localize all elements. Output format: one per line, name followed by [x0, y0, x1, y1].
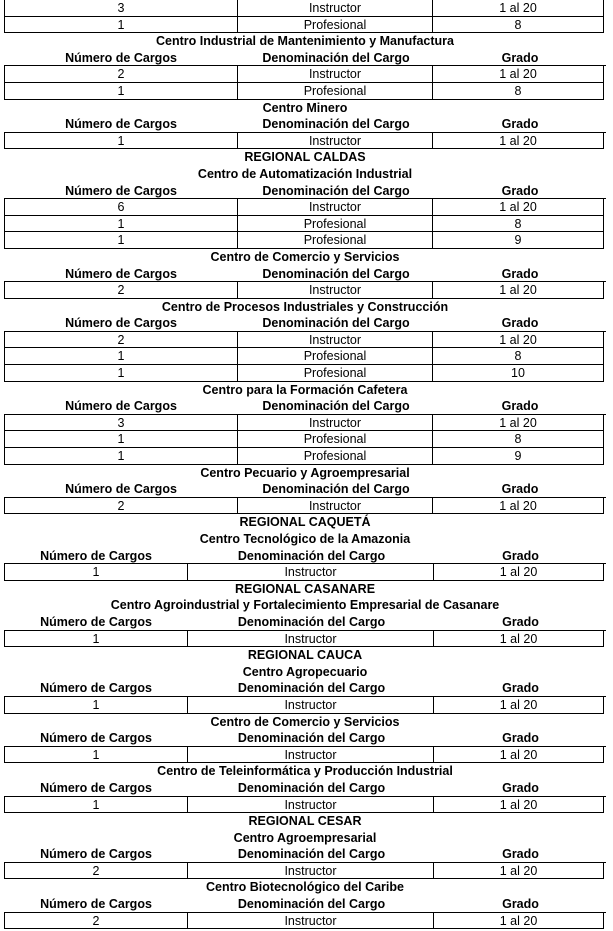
- header-denominacion: Denominación del Cargo: [238, 315, 434, 332]
- table-row: [4, 216, 606, 233]
- cell-grado: 1 al 20: [432, 415, 604, 432]
- cell-grado: 1 al 20: [433, 564, 604, 581]
- cell-grado: 1 al 20: [433, 631, 604, 648]
- cell-numero-cargos: 1: [4, 133, 238, 150]
- cell-denominacion: Profesional: [237, 348, 433, 365]
- table-row: [4, 797, 606, 814]
- cell-numero-cargos: 2: [4, 66, 238, 83]
- section-title: Centro de Procesos Industriales y Construcción: [161, 299, 449, 314]
- cell-numero-cargos: 3: [4, 415, 238, 432]
- header-grado: Grado: [435, 896, 606, 913]
- cell-denominacion: Instructor: [237, 66, 433, 83]
- table-header-row: [4, 315, 606, 332]
- table-row: [4, 631, 606, 648]
- cell-denominacion: Profesional: [237, 17, 433, 34]
- cell-denominacion: Profesional: [237, 448, 433, 465]
- cell-grado: 8: [432, 348, 604, 365]
- table-header-row: [4, 846, 606, 863]
- header-numero-cargos: Número de Cargos: [4, 183, 238, 200]
- table-header-row: [4, 730, 606, 747]
- cell-grado: 1 al 20: [432, 498, 604, 515]
- table-row: [4, 0, 606, 17]
- section-title: Centro de Comercio y Servicios: [210, 714, 400, 729]
- header-grado: Grado: [434, 481, 606, 498]
- table-row: [4, 913, 606, 930]
- table-header-row: [4, 183, 606, 200]
- table-row: [4, 415, 606, 432]
- cell-grado: 1 al 20: [433, 697, 604, 714]
- table-row: [4, 431, 606, 448]
- table-row: [4, 232, 606, 249]
- header-numero-cargos: Número de Cargos: [4, 680, 188, 697]
- table-row: [4, 133, 606, 150]
- table-header-row: [4, 548, 606, 565]
- cell-grado: 8: [432, 83, 604, 100]
- section-title: Centro para la Formación Cafetera: [202, 382, 408, 397]
- cell-denominacion: Instructor: [237, 282, 433, 299]
- table-row: [4, 747, 606, 764]
- table-header-row: [4, 780, 606, 797]
- cell-numero-cargos: 1: [4, 564, 188, 581]
- cell-grado: 1 al 20: [432, 66, 604, 83]
- cell-numero-cargos: 3: [4, 0, 238, 17]
- header-grado: Grado: [435, 548, 606, 565]
- cell-denominacion: Instructor: [237, 199, 433, 216]
- section-title: REGIONAL CALDAS: [244, 150, 366, 165]
- header-grado: Grado: [434, 398, 606, 415]
- section-title: REGIONAL CAQUETÁ: [239, 515, 371, 530]
- header-numero-cargos: Número de Cargos: [4, 896, 188, 913]
- cell-denominacion: Instructor: [187, 747, 434, 764]
- cell-numero-cargos: 2: [4, 863, 188, 880]
- header-numero-cargos: Número de Cargos: [4, 780, 188, 797]
- header-grado: Grado: [434, 116, 606, 133]
- cell-numero-cargos: 1: [4, 232, 238, 249]
- header-denominacion: Denominación del Cargo: [238, 116, 434, 133]
- cell-grado: 1 al 20: [433, 797, 604, 814]
- cell-grado: 1 al 20: [433, 913, 604, 930]
- table-header-row: [4, 896, 606, 913]
- header-numero-cargos: Número de Cargos: [4, 730, 188, 747]
- cell-numero-cargos: 2: [4, 282, 238, 299]
- cell-numero-cargos: 1: [4, 697, 188, 714]
- cell-numero-cargos: 2: [4, 498, 238, 515]
- header-numero-cargos: Número de Cargos: [4, 548, 188, 565]
- cell-numero-cargos: 1: [4, 747, 188, 764]
- section-title: Centro Agroempresarial: [233, 830, 377, 845]
- header-numero-cargos: Número de Cargos: [4, 116, 238, 133]
- table-row: [4, 448, 606, 465]
- cell-grado: 1 al 20: [432, 282, 604, 299]
- cell-numero-cargos: 2: [4, 913, 188, 930]
- table-row: [4, 282, 606, 299]
- cell-denominacion: Profesional: [237, 365, 433, 382]
- header-numero-cargos: Número de Cargos: [4, 846, 188, 863]
- table-header-row: [4, 398, 606, 415]
- table-header-row: [4, 614, 606, 631]
- cell-grado: 1 al 20: [433, 747, 604, 764]
- table-row: [4, 332, 606, 349]
- cell-denominacion: Instructor: [187, 863, 434, 880]
- header-denominacion: Denominación del Cargo: [238, 398, 434, 415]
- header-grado: Grado: [434, 315, 606, 332]
- section-title: REGIONAL CASANARE: [234, 581, 376, 596]
- section-title: Centro de Teleinformática y Producción Industrial: [157, 764, 453, 779]
- cell-grado: 8: [432, 17, 604, 34]
- header-denominacion: Denominación del Cargo: [238, 481, 434, 498]
- cell-denominacion: Instructor: [187, 564, 434, 581]
- cell-numero-cargos: 1: [4, 348, 238, 365]
- header-denominacion: Denominación del Cargo: [188, 680, 435, 697]
- cell-denominacion: Instructor: [237, 0, 433, 17]
- cell-denominacion: Profesional: [237, 216, 433, 233]
- header-denominacion: Denominación del Cargo: [188, 730, 435, 747]
- section-title: Centro Minero: [262, 100, 348, 115]
- table-row: [4, 863, 606, 880]
- cell-denominacion: Instructor: [237, 498, 433, 515]
- section-title: Centro Agropecuario: [242, 664, 368, 679]
- cell-numero-cargos: 1: [4, 83, 238, 100]
- header-grado: Grado: [434, 50, 606, 67]
- header-grado: Grado: [434, 266, 606, 283]
- header-denominacion: Denominación del Cargo: [188, 846, 435, 863]
- header-numero-cargos: Número de Cargos: [4, 481, 238, 498]
- section-title: Centro de Automatización Industrial: [197, 166, 413, 181]
- header-denominacion: Denominación del Cargo: [238, 266, 434, 283]
- table-header-row: [4, 266, 606, 283]
- header-grado: Grado: [435, 730, 606, 747]
- cell-denominacion: Instructor: [187, 697, 434, 714]
- cell-denominacion: Instructor: [187, 797, 434, 814]
- header-denominacion: Denominación del Cargo: [188, 614, 435, 631]
- cell-denominacion: Profesional: [237, 431, 433, 448]
- cell-denominacion: Instructor: [187, 631, 434, 648]
- header-denominacion: Denominación del Cargo: [188, 548, 435, 565]
- cell-grado: 1 al 20: [432, 0, 604, 17]
- cell-grado: 8: [432, 431, 604, 448]
- cell-numero-cargos: 1: [4, 431, 238, 448]
- section-title: Centro Biotecnológico del Caribe: [206, 880, 404, 895]
- table-row: [4, 83, 606, 100]
- section-title: Centro Pecuario y Agroempresarial: [200, 465, 410, 480]
- header-numero-cargos: Número de Cargos: [4, 614, 188, 631]
- header-grado: Grado: [435, 614, 606, 631]
- header-numero-cargos: Número de Cargos: [4, 50, 238, 67]
- cell-denominacion: Instructor: [237, 415, 433, 432]
- header-grado: Grado: [434, 183, 606, 200]
- header-numero-cargos: Número de Cargos: [4, 398, 238, 415]
- cell-numero-cargos: 1: [4, 797, 188, 814]
- cell-numero-cargos: 6: [4, 199, 238, 216]
- section-title: Centro de Comercio y Servicios: [210, 249, 400, 264]
- header-grado: Grado: [435, 780, 606, 797]
- table-row: [4, 17, 606, 34]
- table-row: [4, 365, 606, 382]
- section-title: REGIONAL CESAR: [248, 814, 362, 829]
- cell-numero-cargos: 2: [4, 332, 238, 349]
- table-header-row: [4, 116, 606, 133]
- table-header-row: [4, 481, 606, 498]
- header-denominacion: Denominación del Cargo: [238, 50, 434, 67]
- section-title: Centro Industrial de Mantenimiento y Manufactura: [156, 34, 454, 49]
- cell-grado: 1 al 20: [432, 199, 604, 216]
- cell-numero-cargos: 1: [4, 216, 238, 233]
- cell-numero-cargos: 1: [4, 365, 238, 382]
- table-row: [4, 498, 606, 515]
- header-denominacion: Denominación del Cargo: [188, 896, 435, 913]
- header-numero-cargos: Número de Cargos: [4, 266, 238, 283]
- cell-grado: 1 al 20: [433, 863, 604, 880]
- table-header-row: [4, 50, 606, 67]
- cell-grado: 9: [432, 232, 604, 249]
- cell-grado: 1 al 20: [432, 332, 604, 349]
- table-row: [4, 348, 606, 365]
- header-grado: Grado: [435, 680, 606, 697]
- table-row: [4, 697, 606, 714]
- header-denominacion: Denominación del Cargo: [238, 183, 434, 200]
- section-title: Centro Tecnológico de la Amazonia: [199, 532, 411, 546]
- cell-numero-cargos: 1: [4, 631, 188, 648]
- section-title: REGIONAL CAUCA: [247, 648, 363, 663]
- cell-denominacion: Profesional: [237, 83, 433, 100]
- table-row: [4, 66, 606, 83]
- header-grado: Grado: [435, 846, 606, 863]
- header-numero-cargos: Número de Cargos: [4, 315, 238, 332]
- cell-denominacion: Profesional: [237, 232, 433, 249]
- section-title: Centro Agroindustrial y Fortalecimiento Empresarial de Casanare: [110, 598, 500, 613]
- cell-denominacion: Instructor: [237, 133, 433, 150]
- cell-numero-cargos: 1: [4, 448, 238, 465]
- cargos-document: [4, 0, 606, 929]
- cell-denominacion: Instructor: [187, 913, 434, 930]
- table-row: [4, 199, 606, 216]
- cell-grado: 1 al 20: [432, 133, 604, 150]
- header-denominacion: Denominación del Cargo: [188, 780, 435, 797]
- table-row: [4, 564, 606, 581]
- cell-denominacion: Instructor: [237, 332, 433, 349]
- cell-numero-cargos: 1: [4, 17, 238, 34]
- cell-grado: 8: [432, 216, 604, 233]
- table-header-row: [4, 680, 606, 697]
- cell-grado: 9: [432, 448, 604, 465]
- cell-grado: 10: [432, 365, 604, 382]
